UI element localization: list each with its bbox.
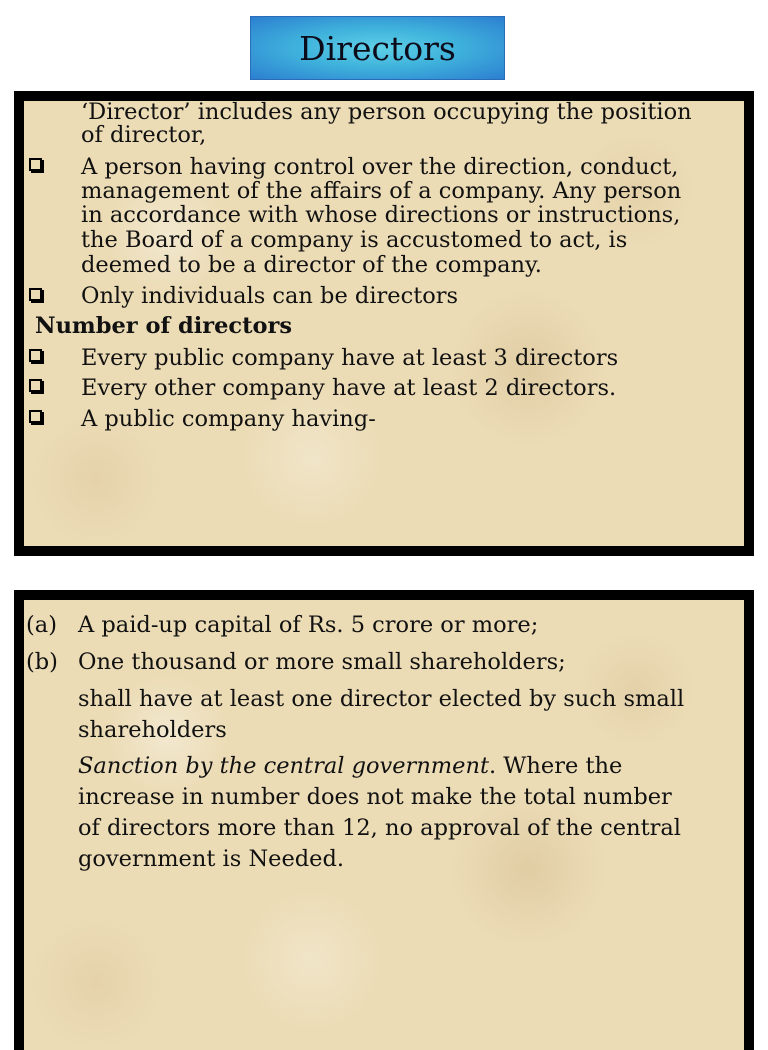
bullet-text-line: A person having control over the direction, conduct, xyxy=(81,154,679,180)
page-title: Directors xyxy=(299,28,456,68)
definition-line: ‘Director’ includes any person occupying the position xyxy=(81,99,692,125)
bullet-text-line: A public company having- xyxy=(81,406,376,432)
sanction-heading: Sanction by the central government xyxy=(78,753,489,779)
checkbox-bullet-icon xyxy=(29,158,42,171)
checkbox-bullet-icon xyxy=(29,410,42,423)
bullet-text-line: deemed to be a director of the company. xyxy=(81,252,542,278)
slide-panel-2 xyxy=(14,590,754,1050)
item-label: (a) xyxy=(26,612,57,638)
bullet-text-line: Only individuals can be directors xyxy=(81,283,459,309)
bullet-text-line: Every public company have at least 3 directors xyxy=(81,345,619,371)
bullet-text-line: the Board of a company is accustomed to act, is xyxy=(81,227,628,253)
paragraph-line: of directors more than 12, no approval of the central xyxy=(78,815,681,841)
paragraph-line: shareholders xyxy=(78,717,227,743)
sanction-text: . Where the xyxy=(489,753,623,779)
title-banner xyxy=(250,16,505,80)
section-heading: Number of directors xyxy=(35,313,293,339)
bullet-text-line: in accordance with whose directions or instructions, xyxy=(81,202,681,228)
paragraph-line: government is Needed. xyxy=(78,846,345,872)
checkbox-bullet-icon xyxy=(29,288,42,301)
paragraph-line xyxy=(78,751,622,782)
item-text: A paid-up capital of Rs. 5 crore or more; xyxy=(78,612,539,638)
definition-line: of director, xyxy=(81,122,207,148)
paragraph-line: increase in number does not make the total number xyxy=(78,784,672,810)
checkbox-bullet-icon xyxy=(29,349,42,362)
item-label: (b) xyxy=(26,649,58,675)
checkbox-bullet-icon xyxy=(29,379,42,392)
bullet-text-line: management of the affairs of a company. Any person xyxy=(81,178,682,204)
bullet-text-line: Every other company have at least 2 directors. xyxy=(81,375,617,401)
item-text: One thousand or more small shareholders; xyxy=(78,649,566,675)
paragraph-line: shall have at least one director elected by such small xyxy=(78,686,685,712)
slide-panel-1 xyxy=(14,91,754,556)
